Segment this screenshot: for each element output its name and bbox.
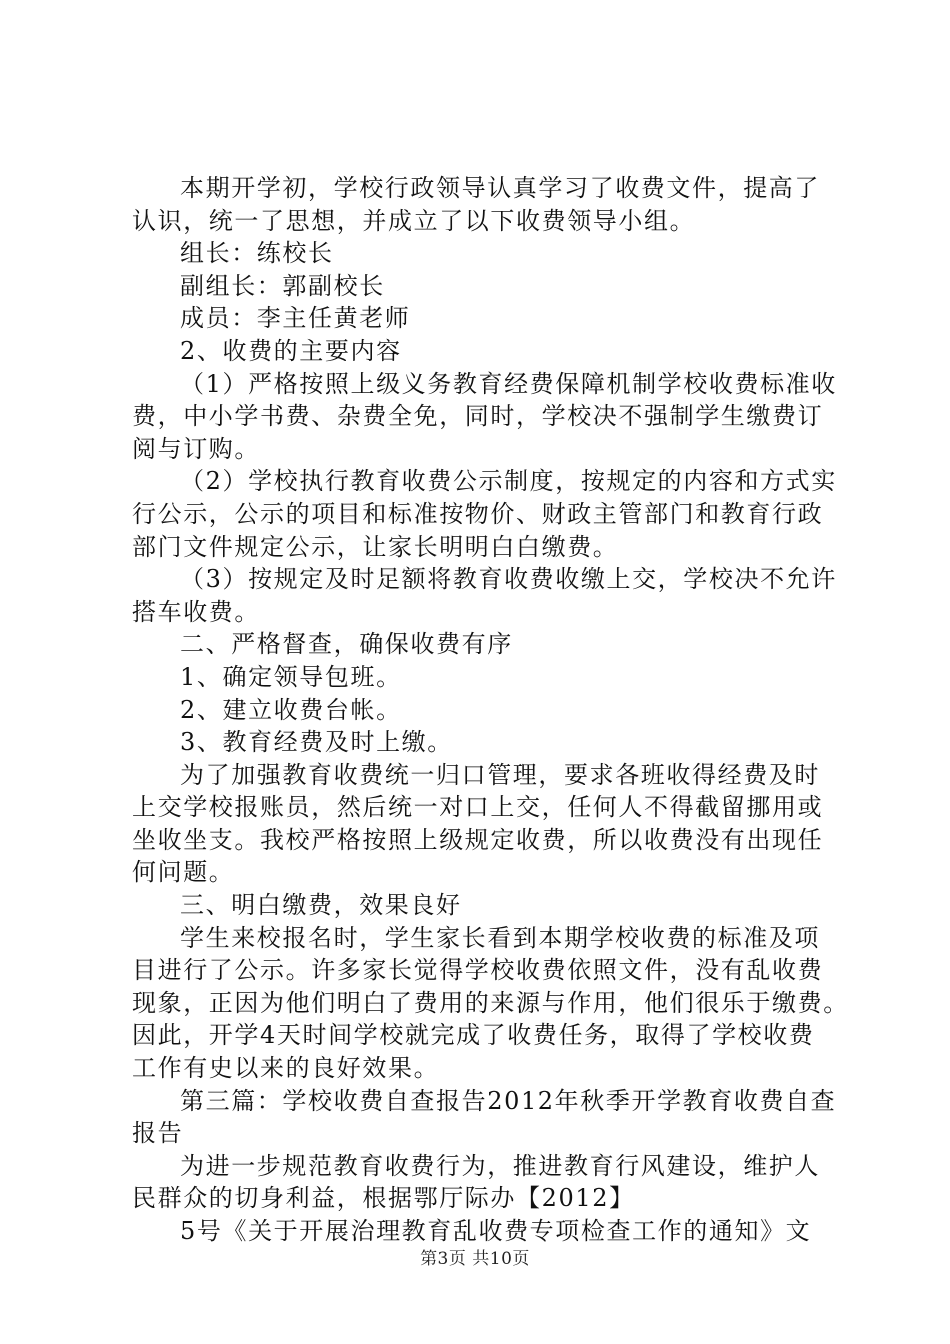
text-line: 为进一步规范教育收费行为，推进教育行风建设，维护人 [180, 1151, 820, 1180]
text-line: 部门文件规定公示，让家长明明白白缴费。 [132, 532, 619, 561]
text-line: 阅与订购。 [132, 434, 260, 463]
text-line: 报告 [132, 1119, 184, 1148]
text-line: 费，中小学书费、杂费全免，同时，学校决不强制学生缴费订 [132, 402, 824, 431]
text-line: 组长：练校长 [180, 239, 334, 268]
list-item: 3、教育经费及时上缴。 [180, 728, 453, 757]
list-item: 1、确定领导包班。 [180, 662, 402, 691]
text-line: 何问题。 [132, 858, 235, 887]
section-heading: 第三篇：学校收费自查报告2012年秋季开学教育收费自查 [180, 1086, 837, 1115]
text-line: 现象，正因为他们明白了费用的来源与作用，他们很乐于缴费。 [132, 988, 849, 1017]
text-line: 上交学校报账员，然后统一对口上交，任何人不得截留挪用或 [132, 793, 824, 822]
section-heading: 三、明白缴费，效果良好 [180, 891, 462, 920]
text-line: 学生来校报名时，学生家长看到本期学校收费的标准及项 [180, 923, 820, 952]
text-line: 副组长：郭副校长 [180, 271, 385, 300]
list-item: 2、建立收费台帐。 [180, 695, 402, 724]
text-line: （3）按规定及时足额将教育收费收缴上交，学校决不允许 [180, 565, 837, 594]
text-line: 成员：李主任黄老师 [180, 304, 411, 333]
section-heading: 2、收费的主要内容 [180, 336, 402, 365]
page-number-footer: 第3页 共10页 [420, 1249, 530, 1269]
text-line: 民群众的切身利益，根据鄂厅际办【2012】 [132, 1184, 635, 1213]
text-line: 因此，开学4天时间学校就完成了收费任务，取得了学校收费 [132, 1021, 815, 1050]
text-line: （1）严格按照上级义务教育经费保障机制学校收费标准收 [180, 369, 837, 398]
document-body [132, 172, 849, 1248]
text-line: 目进行了公示。许多家长觉得学校收费依照文件，没有乱收费 [132, 956, 824, 985]
text-line: 行公示，公示的项目和标准按物价、财政主管部门和教育行政 [132, 499, 824, 528]
text-line: 5号《关于开展治理教育乱收费专项检查工作的通知》文 [180, 1217, 812, 1245]
section-heading: 二、严格督查，确保收费有序 [180, 630, 513, 659]
text-line: 搭车收费。 [132, 597, 260, 626]
text-line: 工作有史以来的良好效果。 [132, 1054, 440, 1083]
text-line: 为了加强教育收费统一归口管理，要求各班收得经费及时 [180, 760, 820, 789]
text-line: 认识，统一了思想，并成立了以下收费领导小组。 [132, 206, 696, 235]
text-line: 本期开学初，学校行政领导认真学习了收费文件，提高了 [180, 174, 820, 202]
text-line: （2）学校执行教育收费公示制度，按规定的内容和方式实 [180, 467, 837, 496]
text-line: 坐收坐支。我校严格按照上级规定收费，所以收费没有出现任 [132, 825, 824, 854]
